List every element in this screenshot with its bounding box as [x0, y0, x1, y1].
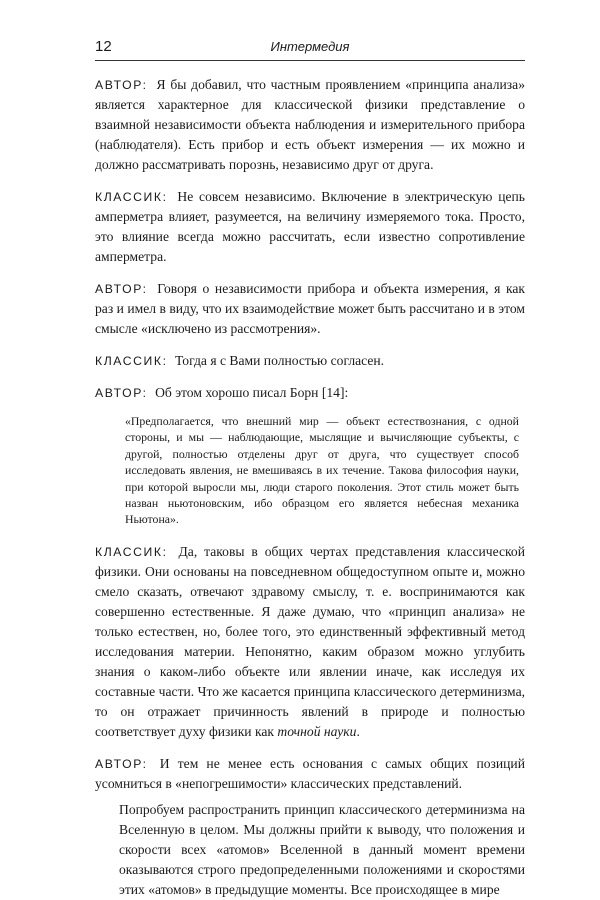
- speaker-label: КЛАССИК:: [95, 354, 168, 368]
- speaker-label: АВТОР:: [95, 756, 148, 771]
- dialogue-paragraph: [95, 542, 525, 742]
- block-quote: «Предполагается, что внешний мир — объект естествознания, с одной стороны, и мы — наблюдающие, мыслящие и вычисляющие субъекты, с другой, полностью отделены друг от друга, что существует способ исследовать явления, не вмешиваясь в их течение. Такова философия науки, при которой выросли мы, люди старого поколения. Этот стиль может быть назван ньютоновским, ибо образцом его является небесная механика Ньютона».: [125, 414, 519, 527]
- paragraph-text: Я бы добавил, что частным проявлением «принципа анализа» является характерное для классической физики представление о взаимной независимости объекта наблюдения и измерительного прибора (наблюдателя). Есть прибор и есть объект измерения — их можно и должно рассматривать порознь, независимо друг от друга.: [95, 77, 525, 172]
- dialogue-paragraph: [95, 279, 525, 339]
- paragraph-text: Не совсем независимо. Включение в электрическую цепь амперметра влияет, разумеется, на величину измеряемого тока. Просто, это влияние всегда можно рассчитать, если известно сопротивление амперметра.: [95, 189, 525, 264]
- dialogue-paragraph: [95, 187, 525, 267]
- speaker-label: КЛАССИК:: [95, 190, 168, 204]
- paragraph-text: Об этом хорошо писал Борн [14]:: [155, 385, 349, 400]
- speaker-label: КЛАССИК:: [95, 544, 168, 559]
- dialogue-paragraph: [95, 351, 525, 371]
- dialogue-paragraph: [95, 383, 525, 403]
- continuation-paragraph: Попробуем распространить принцип классического детерминизма на Вселенную в целом. Мы должны прийти к выводу, что положения и скорости всех «атомов» Вселенной в данный момент времени оказываются строго предопределенными положениями и скоростями этих «атомов» в предыдущие моменты. Все происходящее в мире: [119, 801, 525, 897]
- paragraph-text: И тем не менее есть основания с самых общих позиций усомниться в «непогрешимости» классических представлений.: [95, 755, 525, 791]
- emphasis-text: точной науки: [277, 723, 357, 739]
- paragraph-text: Да, таковы в общих чертах представления классической физики. Они основаны на повседневном общедоступном опыте и, можно смело сказать, отвечают здравому смыслу, т. е. воспринимаются как совершенно естественные. Я даже думаю, что «принцип анализа» не только естествен, но, более того, это единственный эффективный метод исследования материи. Непонятно, каким образом можно углубить знания о каком-либо объекте или явлении иначе, как исследуя их составные части. Что же касается принципа классического детерминизма, то он отражает причинность явлений в природе и полностью соответствует духу физики как: [95, 543, 525, 739]
- page-header: [95, 38, 525, 61]
- speaker-label: АВТОР:: [95, 386, 148, 400]
- speaker-label: АВТОР:: [95, 78, 148, 92]
- page-number: 12: [95, 38, 112, 55]
- paragraph-text: Говоря о независимости прибора и объекта измерения, я как раз и имел в виду, что их взаимодействие может быть рассчитано и в этом смысле «исключено из рассмотрения».: [95, 281, 525, 336]
- page-content: [95, 75, 525, 900]
- running-title: Интермедия: [270, 39, 350, 54]
- dialogue-paragraph: [95, 754, 525, 794]
- paragraph-tail: .: [356, 723, 360, 739]
- dialogue-paragraph: [95, 75, 525, 175]
- speaker-label: АВТОР:: [95, 282, 148, 296]
- paragraph-text: Тогда я с Вами полностью согласен.: [175, 353, 385, 368]
